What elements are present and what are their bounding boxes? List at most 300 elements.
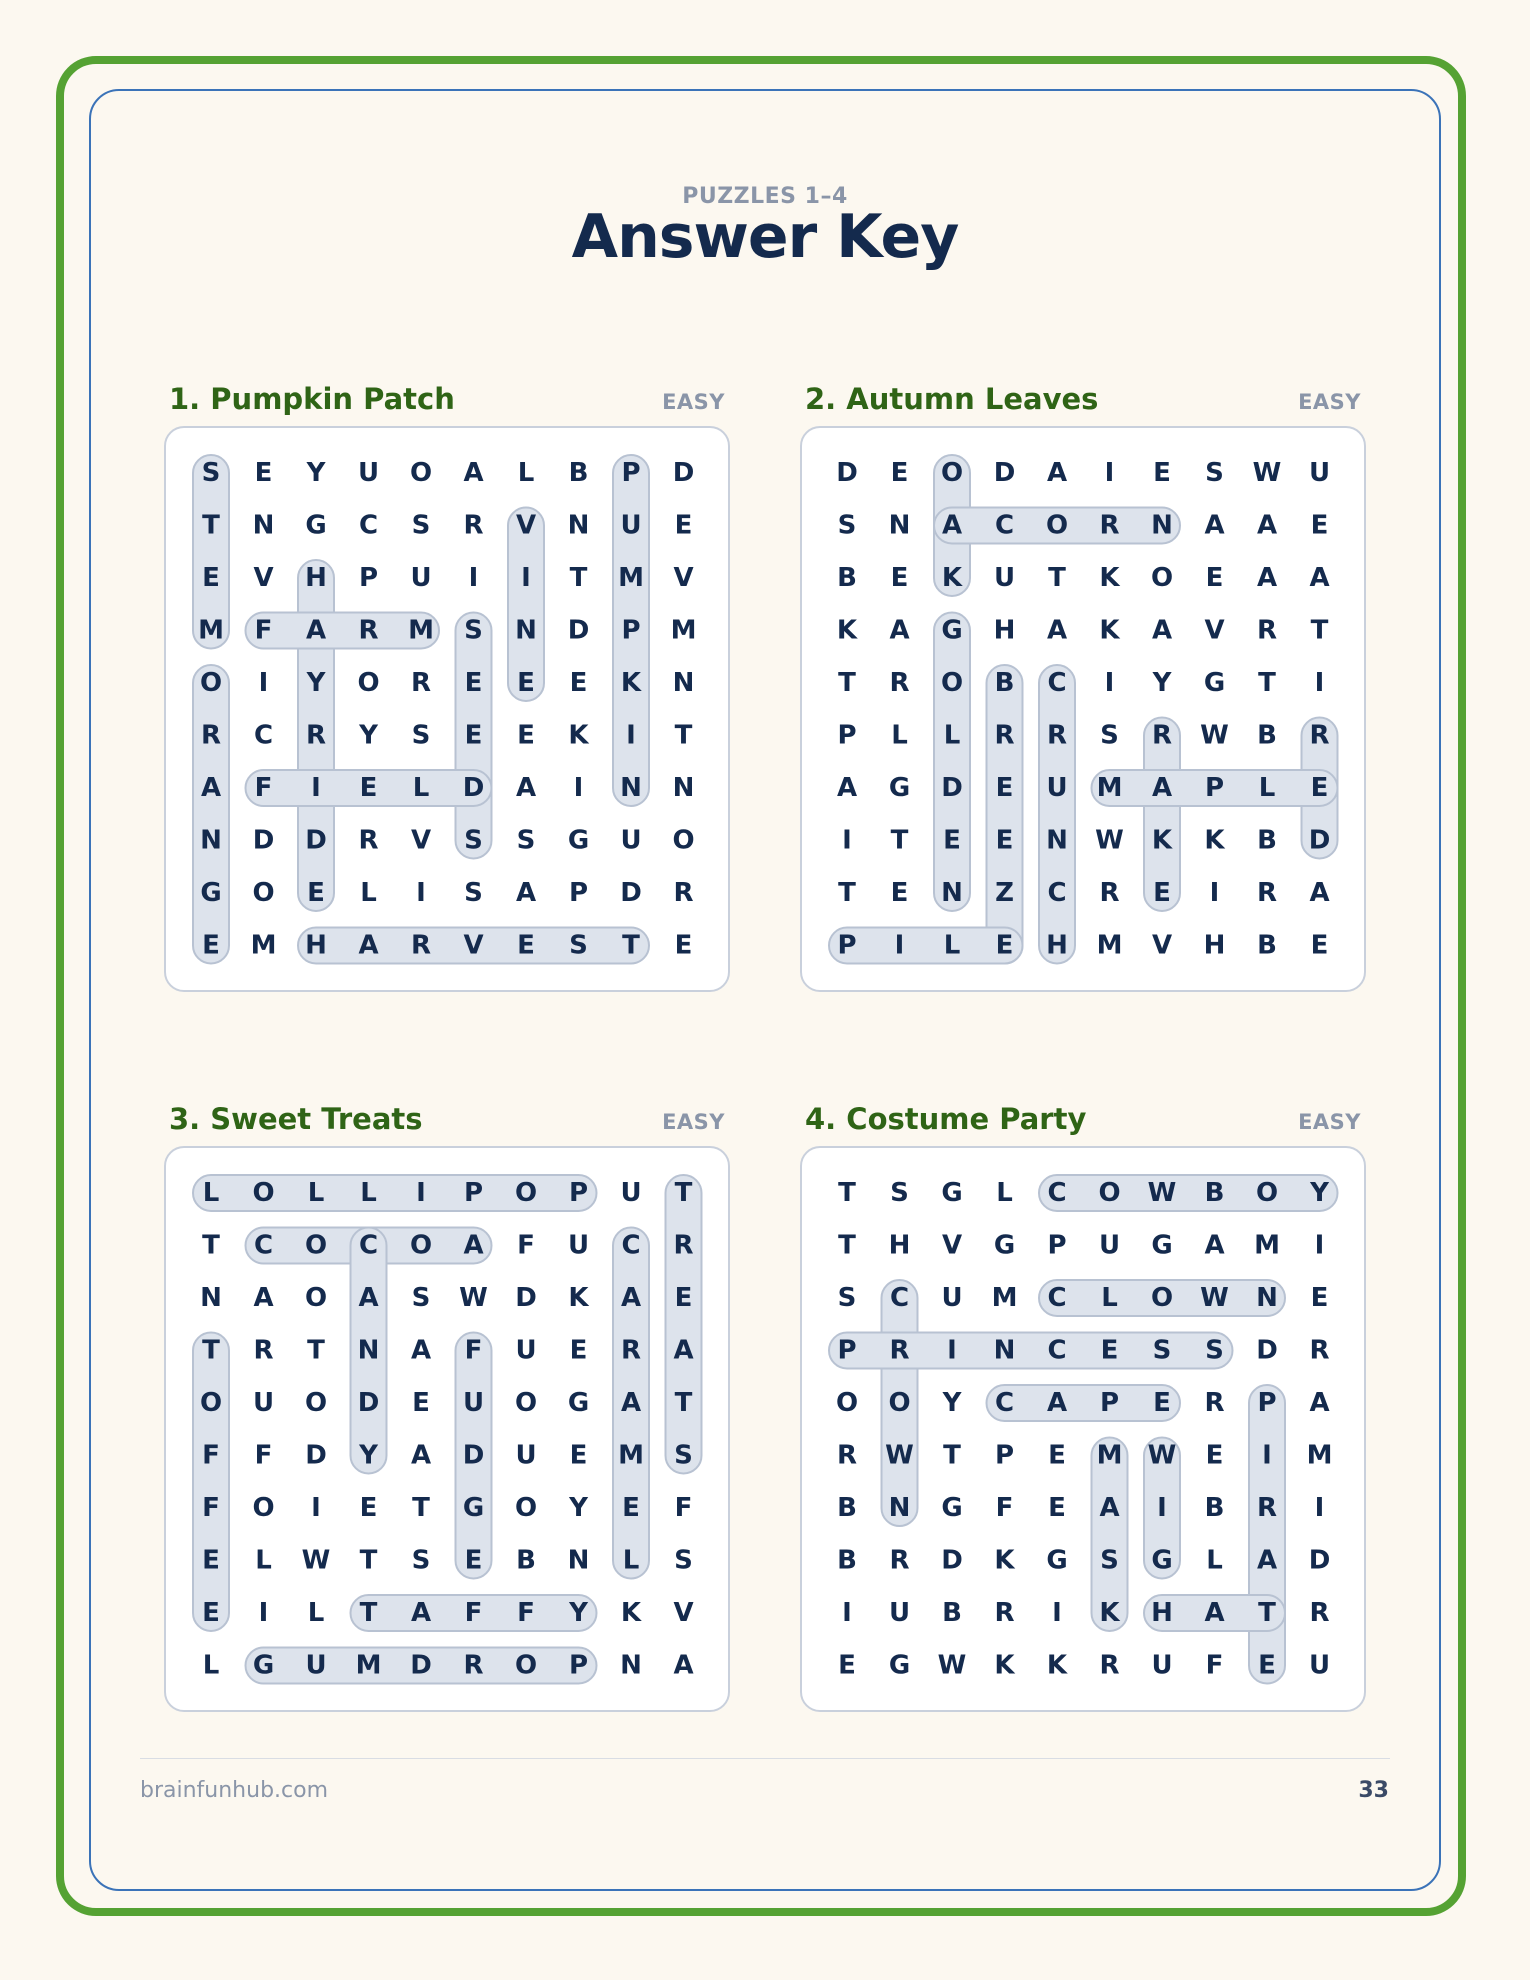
grid-letter: A — [463, 1230, 484, 1261]
grid-letter: E — [838, 1650, 856, 1681]
grid-letter: R — [463, 1650, 484, 1681]
puzzle-title: 1. Pumpkin Patch — [169, 382, 455, 416]
footer-site: brainfunhub.com — [140, 1778, 329, 1803]
grid-letter: E — [412, 1388, 430, 1418]
grid-letter: R — [200, 720, 222, 751]
grid-letter: Y — [1310, 1178, 1329, 1208]
grid-letter: K — [941, 563, 963, 593]
grid-letter: O — [1150, 563, 1174, 593]
grid-letter: M — [408, 615, 434, 646]
grid-letter: H — [305, 563, 327, 593]
grid-letter: Z — [995, 878, 1014, 908]
grid-letter: V — [941, 1230, 963, 1261]
grid-letter: O — [409, 458, 433, 488]
grid-letter: C — [1047, 668, 1067, 698]
grid-letter: F — [674, 1493, 693, 1523]
grid-letter: V — [253, 563, 274, 593]
grid-letter: E — [1205, 1440, 1224, 1471]
grid-letter: P — [1099, 1388, 1120, 1418]
grid-letter: O — [199, 668, 223, 698]
grid-letter: P — [568, 878, 589, 908]
puzzle-1 — [164, 382, 730, 961]
grid-letter: I — [1262, 1440, 1272, 1471]
grid-letter: E — [674, 930, 693, 961]
grid-letter: I — [573, 773, 584, 803]
grid-letter: K — [1204, 825, 1225, 856]
grid-letter: A — [515, 878, 537, 908]
grid-letter: K — [568, 720, 589, 751]
grid-letter: W — [885, 1440, 914, 1471]
grid-letter: K — [1151, 825, 1173, 856]
difficulty-label: EASY — [1298, 1110, 1361, 1134]
grid-letter: N — [1151, 510, 1173, 541]
grid-letter: R — [673, 1230, 694, 1261]
grid-letter: D — [252, 825, 275, 856]
grid-letter: S — [464, 615, 483, 646]
grid-letter: R — [889, 1545, 910, 1576]
grid-letter: R — [1099, 1650, 1120, 1681]
puzzle-title: 2. Autumn Leaves — [805, 382, 1099, 416]
grid-letter: A — [1046, 1388, 1068, 1418]
answer-highlight — [987, 665, 1023, 964]
grid-letter: U — [1308, 458, 1331, 488]
grid-letter: U — [1308, 1650, 1331, 1681]
grid-letter: P — [621, 458, 641, 488]
grid-letter: R — [994, 1598, 1015, 1628]
grid-letter: U — [941, 1283, 963, 1313]
grid-letter: A — [673, 1335, 694, 1366]
grid-letter: S — [674, 1545, 693, 1576]
grid-letter: D — [305, 825, 327, 856]
grid-letter: F — [464, 1598, 483, 1628]
grid-letter: S — [464, 825, 483, 856]
grid-letter: R — [1204, 1388, 1225, 1418]
grid-letter: E — [1153, 1388, 1171, 1418]
grid-letter: S — [837, 510, 857, 541]
grid-letter: A — [1256, 1545, 1278, 1576]
puzzle-4 — [800, 1102, 1366, 1681]
grid-letter: I — [626, 720, 636, 751]
grid-letter: E — [569, 1440, 588, 1471]
grid-letter: U — [620, 510, 642, 541]
grid-letter: C — [889, 1283, 910, 1313]
answer-highlight — [193, 1333, 229, 1632]
grid-letter: R — [253, 1335, 274, 1366]
grid-letter: A — [410, 1440, 432, 1471]
grid-letter: S — [464, 878, 483, 908]
grid-letter: S — [1205, 458, 1224, 488]
grid-letter: N — [993, 1335, 1016, 1366]
grid-canvas — [802, 428, 1368, 994]
puzzle-title: 3. Sweet Treats — [169, 1102, 423, 1136]
grid-letter: R — [1309, 720, 1330, 751]
grid-letter: U — [252, 1388, 275, 1418]
grid-letter: N — [1046, 825, 1068, 856]
grid-letter: B — [1204, 1178, 1225, 1208]
grid-canvas — [166, 1148, 732, 1714]
grid-letter: H — [993, 615, 1016, 646]
grid-letter: G — [305, 510, 327, 541]
grid-letter: T — [1048, 563, 1066, 593]
grid-letter: A — [1204, 1598, 1225, 1628]
grid-letter: L — [202, 1650, 220, 1681]
grid-letter: E — [202, 563, 220, 593]
grid-letter: C — [1047, 878, 1067, 908]
grid-letter: D — [462, 773, 485, 803]
grid-letter: A — [358, 930, 379, 961]
answer-grid — [164, 426, 730, 992]
grid-letter: L — [996, 1178, 1013, 1208]
grid-letter: O — [514, 1493, 538, 1523]
puzzle-3 — [164, 1102, 730, 1681]
grid-letter: T — [569, 563, 588, 593]
grid-letter: R — [358, 825, 379, 856]
grid-letter: O — [514, 1178, 538, 1208]
grid-letter: M — [618, 563, 644, 593]
grid-letter: R — [1099, 878, 1120, 908]
grid-letter: H — [1151, 1598, 1173, 1628]
grid-letter: N — [620, 773, 642, 803]
grid-letter: R — [410, 668, 432, 698]
grid-letter: E — [1153, 458, 1171, 488]
grid-letter: U — [1151, 1650, 1173, 1681]
grid-letter: K — [620, 1598, 642, 1628]
grid-letter: A — [200, 773, 222, 803]
grid-letter: S — [1152, 1335, 1172, 1366]
answer-highlight — [829, 928, 1023, 964]
grid-letter: A — [620, 1388, 642, 1418]
grid-letter: O — [1255, 1178, 1279, 1208]
grid-letter: T — [1258, 668, 1276, 698]
grid-letter: N — [888, 1493, 911, 1523]
grid-letter: B — [1257, 930, 1277, 961]
grid-letter: R — [836, 1440, 858, 1471]
grid-letter: E — [1048, 1440, 1066, 1471]
grid-letter: E — [890, 563, 909, 593]
grid-letter: I — [416, 1178, 426, 1208]
grid-letter: G — [941, 1178, 963, 1208]
grid-letter: L — [891, 720, 908, 751]
grid-letter: S — [890, 1178, 909, 1208]
grid-letter: E — [674, 510, 693, 541]
grid-letter: Y — [359, 720, 378, 751]
grid-letter: U — [993, 563, 1016, 593]
grid-letter: L — [622, 1545, 640, 1576]
grid-letter: I — [311, 1493, 321, 1523]
grid-letter: M — [1096, 1440, 1123, 1471]
grid-letter: I — [1157, 1493, 1167, 1523]
grid-letter: M — [991, 1283, 1018, 1313]
grid-letter: R — [1256, 878, 1278, 908]
grid-letter: D — [1308, 825, 1331, 856]
grid-letter: A — [515, 773, 537, 803]
grid-letter: U — [567, 1230, 590, 1261]
grid-letter: V — [673, 563, 694, 593]
grid-letter: Y — [306, 668, 326, 698]
grid-letter: G — [200, 878, 222, 908]
grid-letter: H — [888, 1230, 911, 1261]
grid-letter: E — [1310, 1283, 1329, 1313]
grid-letter: R — [889, 1335, 910, 1366]
grid-letter: T — [838, 878, 856, 908]
grid-letter: P — [994, 1440, 1015, 1471]
grid-letter: D — [305, 1440, 327, 1471]
grid-letter: O — [1045, 510, 1069, 541]
grid-letter: D — [993, 458, 1016, 488]
grid-letter: O — [888, 1388, 911, 1418]
grid-letter: C — [253, 1230, 274, 1261]
grid-letter: H — [1046, 930, 1068, 961]
answer-grid — [164, 1146, 730, 1712]
grid-letter: W — [301, 1545, 331, 1576]
grid-letter: W — [1252, 458, 1282, 488]
grid-letter: R — [410, 930, 432, 961]
grid-letter: M — [250, 930, 277, 961]
grid-letter: I — [258, 668, 269, 698]
grid-letter: K — [1099, 1598, 1120, 1628]
grid-letter: G — [1046, 1545, 1068, 1576]
grid-letter: A — [305, 615, 327, 646]
grid-letter: M — [618, 1440, 644, 1471]
grid-letter: N — [357, 1335, 380, 1366]
grid-letter: V — [1204, 615, 1225, 646]
grid-letter: E — [307, 878, 325, 908]
grid-letter: M — [355, 1650, 382, 1681]
footer-divider — [140, 1758, 1390, 1759]
grid-letter: S — [1205, 1335, 1224, 1366]
grid-letter: E — [254, 458, 273, 488]
grid-letter: O — [409, 1230, 433, 1261]
grid-letter: R — [1309, 1335, 1330, 1366]
grid-letter: W — [937, 1650, 967, 1681]
grid-letter: B — [942, 1598, 962, 1628]
grid-letter: E — [569, 668, 588, 698]
grid-letter: O — [940, 458, 964, 488]
grid-letter: A — [1309, 1388, 1330, 1418]
grid-letter: F — [202, 1440, 220, 1471]
answer-highlight — [1249, 1385, 1285, 1684]
grid-letter: N — [200, 825, 222, 856]
grid-letter: A — [1204, 510, 1225, 541]
grid-letter: I — [842, 825, 852, 856]
grid-letter: P — [837, 1335, 857, 1366]
grid-letter: U — [410, 563, 432, 593]
grid-letter: E — [464, 668, 483, 698]
grid-letter: L — [1206, 1545, 1223, 1576]
grid-letter: F — [202, 1493, 220, 1523]
grid-letter: V — [1151, 930, 1173, 961]
grid-letter: S — [569, 930, 588, 961]
grid-letter: E — [202, 1598, 220, 1628]
grid-letter: R — [305, 720, 327, 751]
grid-letter: Y — [1152, 668, 1172, 698]
grid-letter: T — [412, 1493, 430, 1523]
grid-letter: K — [1099, 563, 1120, 593]
grid-letter: N — [252, 510, 275, 541]
grid-letter: S — [674, 1440, 693, 1471]
grid-letter: B — [837, 1545, 857, 1576]
grid-letter: B — [516, 1545, 536, 1576]
grid-letter: D — [1256, 1335, 1278, 1366]
grid-letter: E — [1310, 510, 1329, 541]
grid-letter: K — [836, 615, 858, 646]
answer-highlight — [987, 1385, 1181, 1421]
grid-letter: T — [838, 668, 856, 698]
grid-letter: A — [1256, 563, 1278, 593]
grid-letter: R — [1151, 720, 1173, 751]
grid-letter: I — [468, 563, 479, 593]
grid-letter: C — [358, 510, 379, 541]
grid-letter: M — [1096, 930, 1123, 961]
grid-letter: O — [357, 668, 380, 698]
grid-letter: D — [567, 615, 590, 646]
grid-letter: E — [622, 1493, 640, 1523]
grid-letter: P — [463, 1178, 484, 1208]
grid-letter: O — [672, 825, 695, 856]
grid-letter: E — [890, 458, 909, 488]
grid-letter: E — [517, 668, 535, 698]
grid-letter: L — [360, 1178, 377, 1208]
grid-letter: A — [620, 1283, 642, 1313]
grid-letter: A — [941, 510, 963, 541]
grid-letter: N — [567, 1545, 590, 1576]
grid-letter: E — [517, 720, 535, 751]
grid-letter: F — [517, 1230, 535, 1261]
grid-letter: I — [1314, 1493, 1325, 1523]
grid-letter: T — [674, 1178, 693, 1208]
grid-letter: T — [359, 1545, 378, 1576]
grid-letter: C — [1047, 1335, 1067, 1366]
grid-letter: K — [620, 668, 642, 698]
grid-letter: P — [1257, 1388, 1277, 1418]
grid-letter: I — [1052, 1598, 1062, 1628]
grid-letter: L — [943, 930, 961, 961]
grid-letter: R — [620, 1335, 642, 1366]
grid-letter: A — [673, 1650, 694, 1681]
grid-letter: Y — [359, 1440, 378, 1471]
grid-letter: G — [462, 1493, 485, 1523]
grid-letter: V — [673, 1598, 694, 1628]
grid-letter: S — [411, 510, 431, 541]
grid-letter: A — [1046, 615, 1068, 646]
grid-letter: P — [1204, 773, 1225, 803]
grid-letter: D — [836, 458, 858, 488]
grid-letter: T — [307, 1335, 325, 1366]
grid-letter: G — [1203, 668, 1226, 698]
grid-letter: O — [304, 1230, 328, 1261]
grid-letter: F — [254, 773, 273, 803]
grid-letter: A — [1309, 878, 1330, 908]
grid-letter: R — [1046, 720, 1068, 751]
grid-letter: B — [1257, 825, 1277, 856]
grid-letter: R — [463, 510, 484, 541]
grid-letter: E — [464, 1545, 483, 1576]
grid-letter: W — [1147, 1178, 1177, 1208]
grid-letter: U — [305, 1650, 327, 1681]
grid-letter: U — [888, 1598, 911, 1628]
grid-letter: I — [311, 773, 321, 803]
grid-letter: P — [1047, 1230, 1067, 1261]
grid-letter: D — [620, 878, 642, 908]
grid-letter: I — [947, 1335, 957, 1366]
grid-letter: E — [1153, 878, 1171, 908]
grid-letter: O — [304, 1388, 328, 1418]
grid-letter: O — [835, 1388, 859, 1418]
answer-highlight — [1039, 665, 1075, 964]
grid-letter: A — [889, 615, 910, 646]
grid-letter: T — [890, 825, 909, 856]
grid-letter: F — [517, 1598, 535, 1628]
grid-letter: T — [1258, 1598, 1276, 1628]
grid-letter: Y — [942, 1388, 962, 1418]
grid-letter: V — [410, 825, 432, 856]
grid-letter: S — [1100, 1545, 1119, 1576]
grid-letter: T — [359, 1598, 378, 1628]
grid-letter: D — [941, 1545, 963, 1576]
grid-letter: F — [995, 1493, 1014, 1523]
grid-letter: A — [410, 1335, 432, 1366]
grid-letter: L — [1101, 1283, 1118, 1313]
grid-letter: U — [357, 458, 380, 488]
grid-letter: G — [1151, 1545, 1173, 1576]
grid-letter: U — [620, 1178, 642, 1208]
grid-letter: G — [941, 1493, 963, 1523]
grid-letter: W — [1200, 1283, 1229, 1313]
grid-letter: N — [620, 1650, 642, 1681]
grid-letter: N — [1256, 1283, 1278, 1313]
grid-letter: L — [307, 1598, 325, 1628]
grid-letter: B — [994, 668, 1015, 698]
grid-letter: E — [1100, 1335, 1119, 1366]
grid-letter: A — [358, 1283, 379, 1313]
grid-letter: T — [1310, 615, 1329, 646]
grid-letter: D — [1308, 1545, 1331, 1576]
grid-letter: A — [1099, 1493, 1120, 1523]
grid-letter: M — [670, 615, 697, 646]
grid-letter: E — [1310, 930, 1329, 961]
grid-letter: S — [411, 1283, 431, 1313]
grid-letter: O — [199, 1388, 223, 1418]
grid-letter: N — [200, 1283, 222, 1313]
grid-letter: K — [994, 1650, 1015, 1681]
grid-letter: L — [360, 878, 377, 908]
grid-letter: U — [1098, 1230, 1121, 1261]
grid-letter: E — [1205, 563, 1224, 593]
grid-letter: S — [201, 458, 221, 488]
grid-letter: N — [888, 510, 911, 541]
grid-letter: R — [673, 878, 694, 908]
grid-letter: U — [462, 1388, 485, 1418]
grid-letter: C — [994, 1388, 1015, 1418]
grid-letter: E — [464, 720, 483, 751]
grid-letter: R — [1256, 1493, 1278, 1523]
grid-letter: R — [1099, 510, 1120, 541]
grid-letter: A — [1151, 773, 1173, 803]
grid-letter: A — [253, 1283, 274, 1313]
grid-letter: F — [464, 1335, 483, 1366]
grid-letter: E — [517, 930, 535, 961]
grid-letter: K — [1046, 1650, 1068, 1681]
answer-highlight — [193, 665, 229, 964]
grid-letter: L — [1258, 773, 1276, 803]
grid-letter: Y — [569, 1493, 588, 1523]
grid-letter: E — [359, 1493, 378, 1523]
grid-letter: P — [621, 615, 641, 646]
page-title: Answer Key — [571, 202, 959, 272]
grid-letter: I — [1209, 878, 1220, 908]
page-number: 33 — [1358, 1778, 1389, 1803]
grid-letter: S — [411, 1545, 431, 1576]
